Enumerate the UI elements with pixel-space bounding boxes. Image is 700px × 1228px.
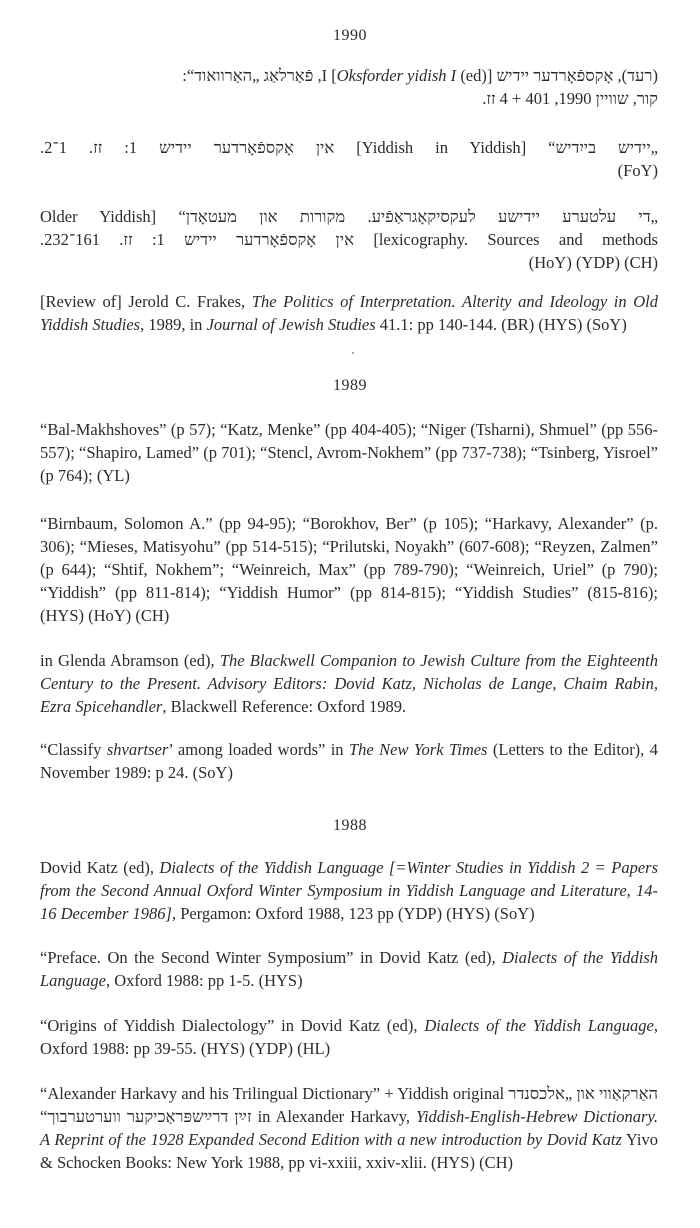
italic-title: The New York Times	[348, 740, 488, 759]
entry-older-yiddish	[40, 205, 658, 274]
italic-title: Dialects of the Yiddish Language	[40, 948, 659, 990]
entry-harkavy-dictionary	[40, 1082, 658, 1174]
italic-title: shvartser	[106, 740, 169, 759]
entry-line: קור, שוויין 1990, 401 + 4 זז.	[482, 89, 658, 108]
entry-line	[40, 64, 658, 87]
year-heading: 1990	[333, 27, 367, 44]
entry-text: [Review of] Jerold C. Frakes,	[40, 292, 252, 311]
hebrew-text: (ed)], פֿאַרלאַג „האַרוואוד“:	[182, 66, 493, 85]
hebrew-text: ] אין אָקספֿאָרדער יידיש 1: זז. 161־232.	[40, 230, 379, 249]
entry-hys-articles: “Birnbaum, Solomon A.” (pp 94-95); “Borokhov, Ber” (p 105); “Harkavy, Alexander” (p. 306); “Mieses, Matisyohu” (pp 514-515); “Prilutski, Noyakh” (607-608); “Reyzen, Zalmen” (p 644); “Shtif, Nokhem”; “Weinreich, Max” (pp 789-790); “Weinreich, Uriel” (p 790); “Yiddish” (pp 811-814); “Yiddish Humor” (pp 814-815); “Yiddish Studies” (815-816); (HYS) (HoY) (CH)	[40, 514, 658, 625]
entry-line	[40, 136, 658, 159]
italic-title: Dialects of the Yiddish Language [=Winter Studies in Yiddish 2 = Papers from the Second Annual Oxford Winter Symposium in Yiddish Language and Literature, 14-16 December 1986]	[40, 858, 658, 923]
hebrew-text: „יידיש בייִדיש“ [	[520, 138, 658, 157]
entry-text: Dovid Katz (ed),	[40, 858, 160, 877]
entry-text: , Oxford 1988: pp 39-55. (HYS) (YDP) (HL)	[40, 1016, 658, 1058]
entry-frakes-review	[40, 290, 658, 336]
entry-text: Yivo & Schocken Books: New York 1988, pp vi-xxiii, xxiv-xlii. (HYS) (CH)	[40, 1130, 658, 1172]
entry-text: “Alexander Harkavy and his Trilingual Dictionary” + Yiddish original	[40, 1084, 509, 1103]
entry-origins-dialectology	[40, 1014, 658, 1060]
entry-yiddish-in-yiddish	[40, 136, 658, 182]
entry-text: , 1989, in	[140, 315, 207, 334]
entry-text: , Pergamon: Oxford 1988, 123 pp (YDP) (HYS) (SoY)	[171, 904, 535, 923]
entry-dialects-volume	[40, 856, 658, 925]
hebrew-text: ] אין אָקספֿאָרדער יידיש 1: זז. 1־2.	[40, 138, 362, 157]
hebrew-text: „אלכסנדר	[508, 1084, 573, 1103]
entry-preface	[40, 946, 658, 992]
entry-text: , Blackwell Reference: Oxford 1989.	[162, 697, 407, 716]
entry-text: ’ among loaded words” in	[168, 740, 349, 759]
entry-text: 41.1: pp 140-144. (BR) (HYS) (SoY)	[375, 315, 627, 334]
year-heading: 1988	[333, 817, 367, 834]
entry-text: (Letters to the Editor), 4 November 1989: p 24. (SoY)	[40, 740, 658, 782]
entry-text: “Preface. On the Second Winter Symposium” in Dovid Katz (ed),	[40, 948, 503, 967]
entry-oksforder-yidish	[40, 64, 658, 110]
entry-line: (HoY) (YDP) (CH)	[528, 253, 658, 272]
entry-nyt-letter	[40, 738, 658, 784]
entry-blackwell-companion	[40, 649, 658, 718]
hebrew-text: (רעד), אָקספֿאָרדער יידיש I [	[321, 66, 658, 85]
italic-title: Dialects of the Yiddish Language	[424, 1016, 654, 1035]
italic-title: The Blackwell Companion to Jewish Culture from the Eighteenth Century to the Present. Advisory Editors: Dovid Katz, Nicholas de Lange, Chaim Rabin, Ezra Spicehandler	[40, 651, 658, 716]
entry-yl-articles: “Bal-Makhshoves” (p 57); “Katz, Menke” (pp 404-405); “Niger (Tsharni), Shmuel” (pp 556-557); “Shapiro, Lamed” (p 701); “Stencl, Avrom-Nokhem” (pp 737-738); “Tsinberg, Yisroel” (p 764); (YL)	[40, 420, 658, 485]
english-title: Older Yiddish	[40, 207, 151, 226]
hebrew-text: האַרקאַווי און זײַן דרײַשפּראַכיקער ווערטערבוך“	[40, 1084, 658, 1126]
entry-line	[40, 228, 658, 251]
english-title: Yiddish in Yiddish	[361, 138, 521, 157]
stray-dot	[352, 352, 354, 354]
entry-line	[40, 205, 658, 228]
year-heading: 1989	[333, 377, 367, 394]
italic-title: Journal of Jewish Studies	[206, 315, 376, 334]
entry-text: in Alexander Harkavy,	[251, 1107, 416, 1126]
entry-text: “Classify	[40, 740, 107, 759]
italic-title: Oksforder yidish I	[336, 66, 457, 85]
entry-text: , Oxford 1988: pp 1-5. (HYS)	[106, 971, 303, 990]
entry-text: in Glenda Abramson (ed),	[40, 651, 220, 670]
hebrew-text: „די עלטערע יידישע לעקסיקאָגראַפֿיע. מקורות און מעטאָדן“ [	[150, 207, 658, 226]
italic-title: Yiddish-English-Hebrew Dictionary. A Reprint of the 1928 Expanded Second Edition with a new introduction by Dovid Katz	[40, 1107, 659, 1149]
italic-title: The Politics of Interpretation. Alterity and Ideology in Old Yiddish Studies	[40, 292, 658, 334]
entry-line: (FoY)	[617, 161, 658, 180]
english-title: lexicography. Sources and methods	[378, 230, 658, 249]
entry-text: “Origins of Yiddish Dialectology” in Dovid Katz (ed),	[40, 1016, 425, 1035]
